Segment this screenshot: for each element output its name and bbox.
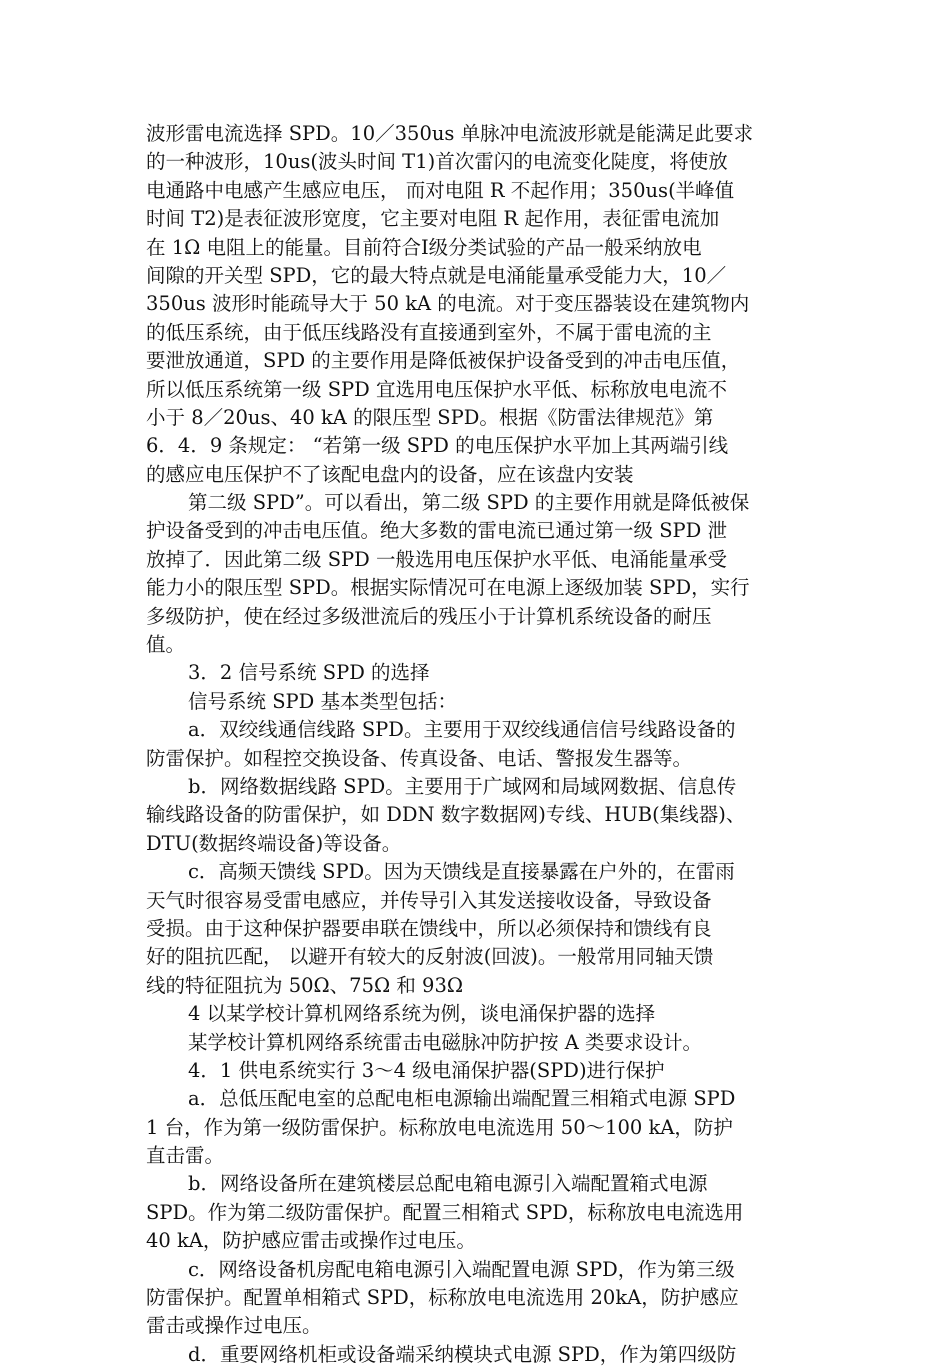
document-body bbox=[146, 120, 806, 1369]
text-line: 4．1 供电系统实行 3～4 级电涌保护器(SPD)进行保护 bbox=[188, 1058, 665, 1082]
text-line: 在 1Ω 电阻上的能量。目前符合Ⅰ级分类试验的产品一般采纳放电 bbox=[146, 235, 702, 259]
text-line: 线的特征阻抗为 50Ω、75Ω 和 93Ω bbox=[146, 973, 464, 997]
text-line: 放掉了．因此第二级 SPD 一般选用电压保护水平低、电涌能量承受 bbox=[146, 547, 728, 571]
text-line: 6．4．9 条规定： “若第一级 SPD 的电压保护水平加上其两端引线 bbox=[146, 434, 729, 458]
text-line: DTU(数据终端设备)等设备。 bbox=[146, 831, 402, 855]
text-line: 第二级 SPD”。可以看出，第二级 SPD 的主要作用就是降低被保 bbox=[188, 491, 750, 515]
text-line: 防雷保护。配置单相箱式 SPD，标称放电电流选用 20kA，防护感应 bbox=[146, 1286, 739, 1310]
text-line: c．网络设备机房配电箱电源引入端配置电源 SPD，作为第三级 bbox=[188, 1257, 735, 1281]
text-line: 波形雷电流选择 SPD。10／350us 单脉冲电流波形就是能满足此要求 bbox=[146, 122, 754, 145]
text-line: 间隙的开关型 SPD，它的最大特点就是电涌能量承受能力大，10／ bbox=[146, 263, 727, 287]
text-line: 40 kA，防护感应雷击或操作过电压。 bbox=[146, 1229, 476, 1253]
text-line: b．网络数据线路 SPD。主要用于广域网和局域网数据、信息传 bbox=[188, 774, 737, 798]
text-line: 输线路设备的防雷保护，如 DDN 数字数据网)专线、HUB(集线器)、 bbox=[146, 803, 746, 827]
text-line: 受损。由于这种保护器要串联在馈线中，所以必须保持和馈线有良 bbox=[146, 916, 712, 940]
text-line: 防雷保护。如程控交换设备、传真设备、电话、警报发生器等。 bbox=[146, 746, 693, 770]
text-line: 的低压系统，由于低压线路没有直接通到室外，不属于雷电流的主 bbox=[146, 320, 712, 344]
text-line: 小于 8／20us、40 kA 的限压型 SPD。根据《防雷法律规范》第 bbox=[146, 405, 714, 429]
text-line: 要泄放通道，SPD 的主要作用是降低被保护设备受到的冲击电压值， bbox=[146, 349, 741, 373]
text-line: 所以低压系统第一级 SPD 宜选用电压保护水平低、标称放电电流不 bbox=[146, 377, 728, 401]
text-line: 直击雷。 bbox=[146, 1144, 225, 1168]
text-line: 的一种波形，10us(波头时间 T1)首次雷闪的电流变化陡度，将使放 bbox=[146, 150, 728, 174]
text-line: 雷击或操作过电压。 bbox=[146, 1314, 322, 1338]
text-line: c．高频天馈线 SPD。因为天馈线是直接暴露在户外的，在雷雨 bbox=[188, 860, 735, 884]
text-line: 天气时很容易受雷电感应，并传导引入其发送接收设备，导致设备 bbox=[146, 888, 712, 912]
text-line: 值。 bbox=[146, 633, 186, 657]
text-line: 护设备受到的冲击电压值。绝大多数的雷电流已通过第一级 SPD 泄 bbox=[146, 519, 728, 543]
text-line: 1 台，作为第一级防雷保护。标称放电电流选用 50～100 kA，防护 bbox=[146, 1115, 733, 1139]
text-line: 信号系统 SPD 基本类型包括： bbox=[188, 689, 458, 713]
text-line: 某学校计算机网络系统雷击电磁脉冲防护按 A 类要求设计。 bbox=[188, 1030, 702, 1054]
text-line: 好的阻抗匹配， 以避开有较大的反射波(回波)。一般常用同轴天馈 bbox=[146, 945, 714, 969]
text-line: b．网络设备所在建筑楼层总配电箱电源引入端配置箱式电源 bbox=[188, 1172, 708, 1196]
text-line: 能力小的限压型 SPD。根据实际情况可在电源上逐级加装 SPD，实行 bbox=[146, 576, 750, 600]
text-line: d．重要网络机柜或设备端采纳模块式电源 SPD，作为第四级防 bbox=[188, 1342, 737, 1366]
text-line: 时间 T2)是表征波形宽度，它主要对电阻 R 起作用，表征雷电流加 bbox=[146, 207, 720, 231]
text-line: a．总低压配电室的总配电柜电源输出端配置三相箱式电源 SPD bbox=[188, 1087, 736, 1111]
text-line: 的感应电压保护不了该配电盘内的设备，应在该盘内安装 bbox=[146, 462, 634, 486]
text-line: 多级防护，使在经过多级泄流后的残压小于计算机系统设备的耐压 bbox=[146, 604, 712, 628]
text-line: 电通路中电感产生感应电压， 而对电阻 R 不起作用；350us(半峰值 bbox=[146, 178, 735, 202]
text-line: SPD。作为第二级防雷保护。配置三相箱式 SPD，标称放电电流选用 bbox=[146, 1200, 744, 1224]
text-line: a．双绞线通信线路 SPD。主要用于双绞线通信信号线路设备的 bbox=[188, 718, 736, 742]
text-line: 3．2 信号系统 SPD 的选择 bbox=[188, 661, 430, 685]
text-line: 350us 波形时能疏导大于 50 kA 的电流。对于变压器装设在建筑物内 bbox=[146, 292, 750, 316]
text-line: 4 以某学校计算机网络系统为例，谈电涌保护器的选择 bbox=[188, 1002, 656, 1026]
